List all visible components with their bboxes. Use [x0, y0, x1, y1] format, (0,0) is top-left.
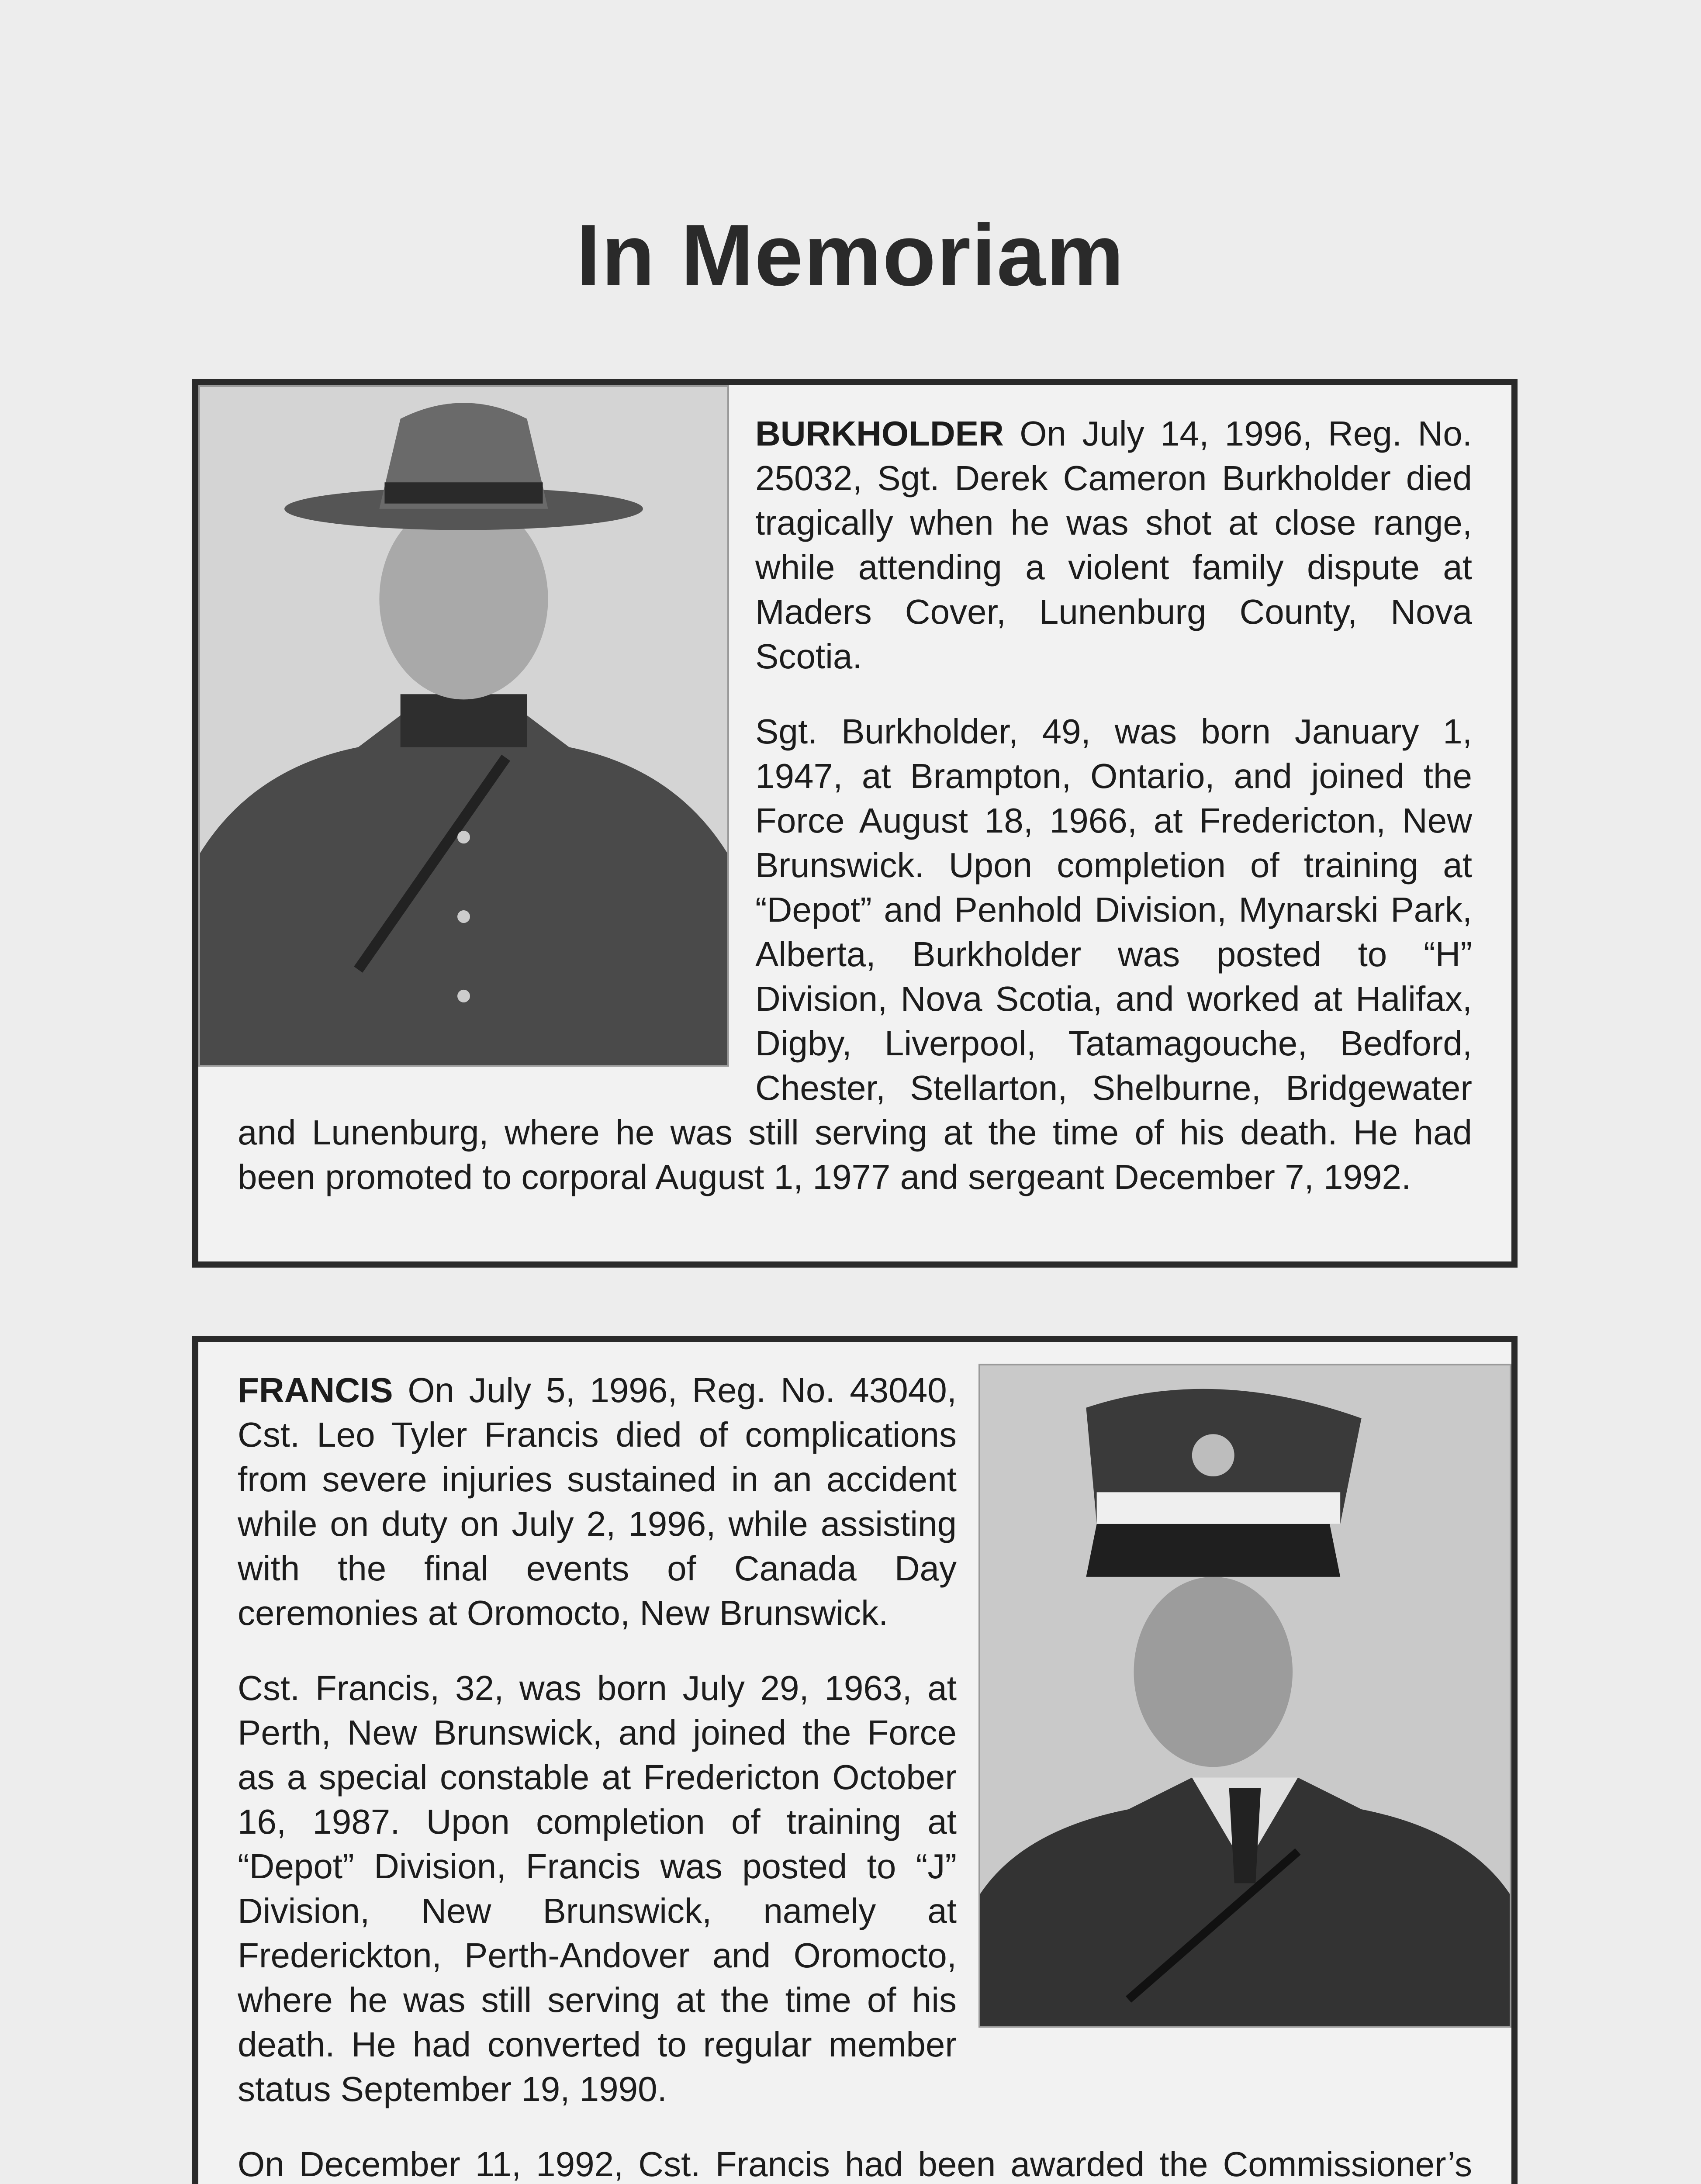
portrait-photo-burkholder	[198, 385, 729, 1067]
francis-intro: On July 5, 1996, Reg. No. 43040, Cst. Leo Tyler Francis died of complications from severe injuries sustained in an accident while on duty on July 2, 1996, while assisting with the final events of Canada Day ceremonies at Oromocto, New Brunswick.	[238, 1371, 957, 1632]
portrait-burkholder-image	[200, 387, 727, 1065]
francis-award-paragraph: On December 11, 1992, Cst. Francis had been awarded the Commissioner’s	[238, 2145, 1472, 2184]
burkholder-intro: On July 14, 1996, Reg. No. 25032, Sgt. Derek Cameron Burkholder died tragically when he was shot at close range, while attending a violent family dispute at Maders Cover, Lunenburg County, Nova Scotia.	[755, 414, 1472, 676]
portrait-photo-francis	[978, 1364, 1511, 2028]
memorial-box-burkholder	[192, 379, 1518, 1268]
burkholder-name: BURKHOLDER	[755, 414, 1004, 453]
francis-name: FRANCIS	[238, 1371, 393, 1410]
memorial-text-burkholder	[238, 411, 1472, 1244]
memorial-box-francis	[192, 1336, 1518, 2184]
francis-bio-paragraph: Cst. Francis, 32, was born July 29, 1963, at Perth, New Brunswick, and joined the Force as a special constable at Fredericton October 16, 1987. Upon completion of training at “Depot” Division, Francis was posted to “J” Division, New Brunswick, namely at Frederickton, Perth-Andover and Oromocto, where he was still serving at the time of his death. He had converted to regular member status September 19, 1990.	[238, 1669, 957, 2108]
memorial-text-francis	[238, 1368, 1472, 2184]
page-title: In Memoriam	[576, 207, 1125, 304]
portrait-francis-image	[980, 1365, 1510, 2026]
burkholder-bio-paragraph: Sgt. Burkholder, 49, was born January 1, 1947, at Brampton, Ontario, and joined the Force August 18, 1966, at Fredericton, New Brunswick. Upon completion of training at “Depot” and Penhold Division, Mynarski Park, Alberta, Burkholder was posted to “H” Division, Nova Scotia, and worked at Halifax, Digby, Liverpool, Tatamagouche, Bedford, Chester, Stellarton, Shelburne, Bridgewater and Lunenburg, where he was still serving at the time of his death. He had been promoted to corporal August 1, 1977 and sergeant December 7, 1992.	[238, 712, 1472, 1196]
